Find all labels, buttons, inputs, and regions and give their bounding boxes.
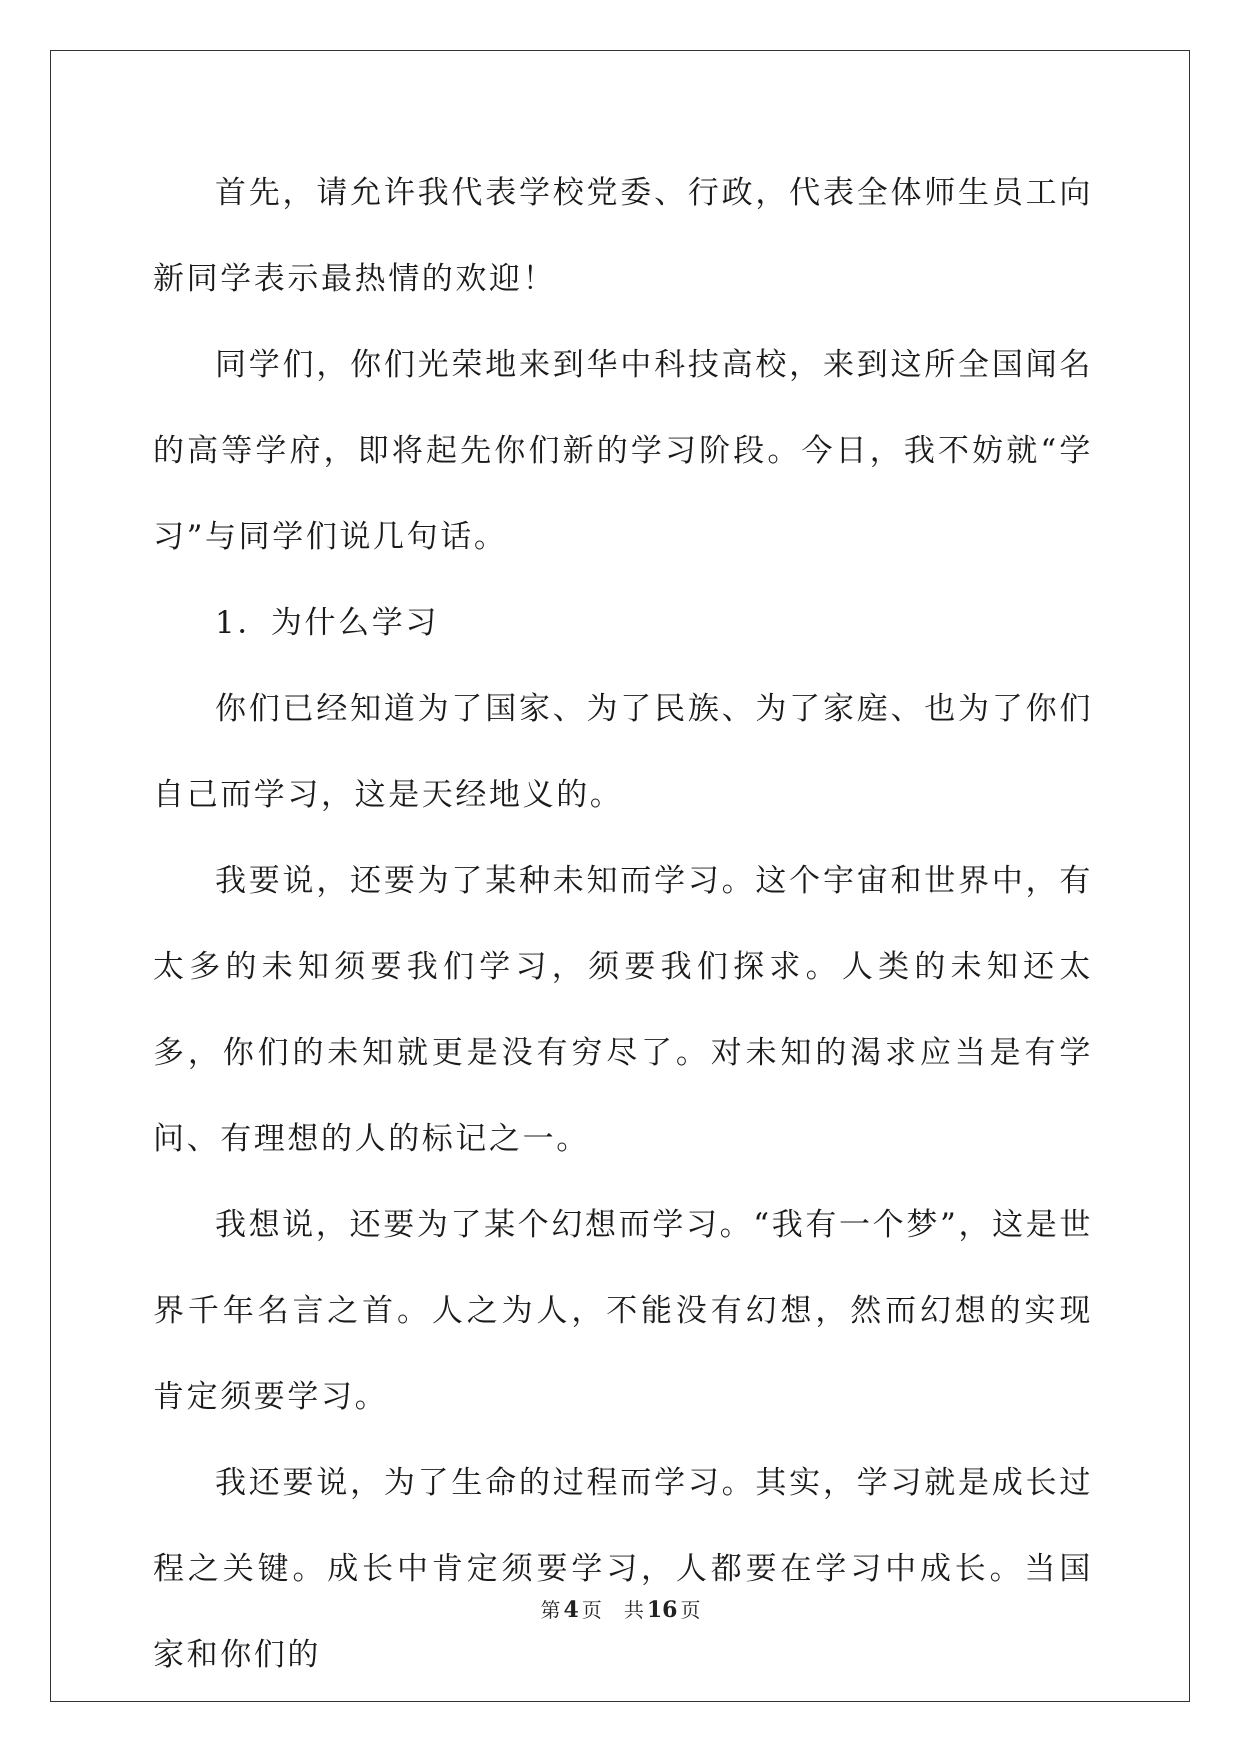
paragraph-welcome: 首先，请允许我代表学校党委、行政，代表全体师生员工向新同学表示最热情的欢迎！: [153, 175, 1093, 297]
total-suffix: 页: [680, 1598, 701, 1622]
paragraph-reason-life: 我还要说，为了生命的过程而学习。其实，学习就是成长过程之关键。成长中肯定须要学习，人都要在学习中成长。当国家和你们的: [153, 1465, 1093, 1673]
page-footer: [0, 1597, 1241, 1623]
paragraph-intro: 同学们，你们光荣地来到华中科技高校，来到这所全国闻名的高等学府，即将起先你们新的学习阶段。今日，我不妨就“学习”与同学们说几句话。: [153, 347, 1093, 555]
paragraph-reason-unknown: 我要说，还要为了某种未知而学习。这个宇宙和世界中，有太多的未知须要我们学习，须要我们探求。人类的未知还太多，你们的未知就更是没有穷尽了。对未知的渴求应当是有学问、有理想的人的标记之一。: [153, 863, 1093, 1157]
document-body: [153, 150, 1093, 1698]
total-pages: 16: [646, 1597, 678, 1623]
page-suffix: 页: [581, 1598, 602, 1622]
paragraph-reason-nation: 你们已经知道为了国家、为了民族、为了家庭、也为了你们自己而学习，这是天经地义的。: [153, 691, 1093, 813]
page-prefix: 第: [540, 1598, 561, 1622]
section-heading: 1．为什么学习: [215, 605, 439, 641]
total-prefix: 共: [623, 1598, 644, 1622]
paragraph-reason-dream: 我想说，还要为了某个幻想而学习。“我有一个梦”，这是世界千年名言之首。人之为人，不能没有幻想，然而幻想的实现肯定须要学习。: [153, 1207, 1093, 1415]
page-number: 4: [563, 1597, 579, 1623]
